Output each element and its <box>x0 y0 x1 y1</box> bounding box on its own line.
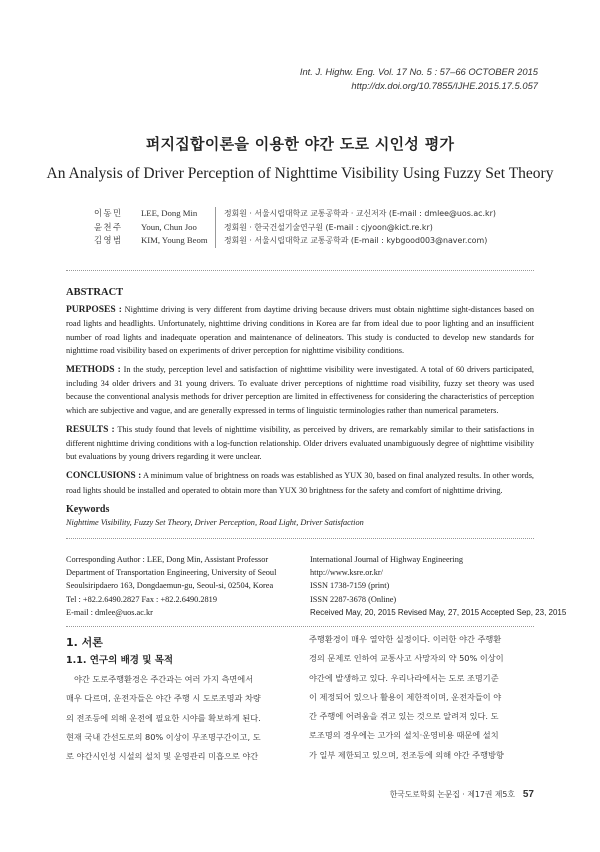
abstract-methods <box>66 363 534 417</box>
body-line: 야간 도로주행환경은 주간과는 여러 가지 측면에서 <box>74 674 254 684</box>
author-affiliation: 정회원 · 서울시립대학교 교통공학과 (E-mail : kybgood003@naver.com) <box>224 236 488 245</box>
author-name-english: KIM, Young Beom <box>141 234 216 248</box>
page-number: 57 <box>522 789 534 800</box>
keywords-heading: Keywords <box>66 503 110 515</box>
body-left-column <box>66 670 292 766</box>
journal-citation: Int. J. Highw. Eng. Vol. 17 No. 5 : 57–66 OCTOBER 2015 <box>299 66 538 77</box>
divider <box>66 270 534 271</box>
author-list <box>94 207 554 248</box>
journal-info-line: ISSN 1738-7159 (print) <box>310 581 390 591</box>
body-line: 간 주행에 어려움을 겪고 있는 것으로 알려져 있다. 도 <box>309 711 499 722</box>
author-name-korean: 이동민 <box>94 208 123 218</box>
results-label: RESULTS : <box>66 424 115 435</box>
paper-title-english: An Analysis of Driver Perception of Nighttime Visibility Using Fuzzy Set Theory <box>46 165 554 182</box>
corr-line: Tel : +82.2.6490.2827 Fax : +82.2.6490.2819 <box>66 594 217 604</box>
methods-text: In the study, perception level and satisfaction of nighttime visibility were investigated. A total of 60 drivers participated, including 34 older drivers and 31 young drivers. To evaluate driver perceptions of nighttime road visibility, fuzzy set theory was used because the conventional analysis methods for driver perception are limited in effectiveness for considering the characteristics of perception which are subjective and vague, and are generally expressed in terms of linguistic terminologies rather than numerical parameters. <box>66 365 534 415</box>
results-text: This study found that levels of nighttime visibility, as perceived by drivers, are remarkably similar to their satisfactions in different nighttime driving conditions with a log-function relationship. Older drivers evaluated unambiguously degree of nighttime visibility but evaluations by young drivers regarding it were unclear. <box>66 424 534 462</box>
author-affiliation: 정회원 · 서울시립대학교 교통공학과 · 교신저자 (E-mail : dmlee@uos.ac.kr) <box>224 209 496 218</box>
conclusions-label: CONCLUSIONS : <box>66 471 142 482</box>
body-line: 현재 국내 간선도로의 80% 이상이 무조명구간이고, 도 <box>66 731 261 742</box>
body-line: 의 전조등에 의해 운전에 필요한 시야를 확보하게 된다. <box>66 712 261 723</box>
conclusions-text: A minimum value of brightness on roads was established as YUX 30, based on final analyzed results. In other words, road lights should be installed and operated to obtain more than YUX 30 brightness for the safety and comfort of nighttime driving. <box>66 471 534 495</box>
body-line: 가 일부 제한되고 있으며, 전조등에 의해 야간 주행방향 <box>309 749 504 760</box>
abstract-purposes <box>66 303 534 357</box>
page-footer <box>390 789 534 800</box>
body-line: 주행환경이 매우 열악한 실정이다. 이러한 야간 주행환 <box>309 634 502 644</box>
body-right-column <box>309 630 535 765</box>
body-line: 매우 다르며, 운전자들은 야간 주행 시 도로조명과 차량 <box>66 693 261 704</box>
author-affiliation: 정회원 · 한국건설기술연구원 (E-mail : cjyoon@kict.re.kr) <box>224 222 433 232</box>
journal-info-line[interactable]: http://www.ksre.or.kr/ <box>310 568 383 578</box>
purposes-label: PURPOSES : <box>66 305 122 316</box>
received-dates: Received May, 20, 2015 Revised May, 27, 2015 Accepted Sep, 23, 2015 <box>310 607 567 617</box>
author-row <box>94 221 554 235</box>
section-heading: 1. 서론 <box>66 636 103 649</box>
journal-info-line: International Journal of Highway Engineering <box>310 555 463 564</box>
methods-label: METHODS : <box>66 365 121 376</box>
corr-line: Seoulsiripdaero 163, Dongdaemun-gu, Seoul-si, 02504, Korea <box>66 581 274 591</box>
divider <box>66 538 534 539</box>
keywords-list: Nighttime Visibility, Fuzzy Set Theory, Driver Perception, Road Light, Driver Satisfaction <box>66 518 364 528</box>
author-name-english: Youn, Chun Joo <box>141 221 216 235</box>
abstract-conclusions <box>66 469 534 496</box>
divider <box>66 626 534 627</box>
author-row <box>94 234 554 248</box>
corr-line: Corresponding Author : LEE, Dong Min, Assistant Professor <box>66 555 269 564</box>
corr-line: E-mail : dmlee@uos.ac.kr <box>66 607 153 617</box>
corresponding-author-block <box>66 553 306 619</box>
subsection-heading: 1.1. 연구의 배경 및 목적 <box>66 655 174 666</box>
abstract-results <box>66 423 534 464</box>
corr-line: Department of Transportation Engineering, University of Seoul <box>66 568 277 578</box>
purposes-text: Nighttime driving is very different from daytime driving because drivers must obtain nighttime sight-distances based on road lights and headlights. Unfortunately, nighttime driving conditions in Korea are far from ideal due to poor lighting and an insufficient number of road lights and inadequate operation and maintenance of delineators. This study is conducted to develop new standards for nighttime road visibility based on experiments of driver perception for nighttime visibility conditions. <box>66 305 534 355</box>
journal-info-line: ISSN 2287-3678 (Online) <box>310 594 397 604</box>
body-line: 야간에 발생하고 있다. 우리나라에서는 도로 조명기준 <box>309 672 499 683</box>
abstract-heading: ABSTRACT <box>66 287 124 298</box>
body-line: 경의 문제로 인하여 교통사고 사망자의 약 50% 이상이 <box>309 653 504 664</box>
abstract-section <box>66 286 534 529</box>
doi-link[interactable]: http://dx.doi.org/10.7855/IJHE.2015.17.5.057 <box>351 80 538 91</box>
body-line: 로조명의 경우에는 고가의 설치·운영비용 때문에 설치 <box>309 730 499 741</box>
footer-journal: 한국도로학회 논문집 · 제17권 제5호 <box>389 790 515 799</box>
author-name-english: LEE, Dong Min <box>141 207 216 221</box>
paper-title-korean: 퍼지집합이론을 이용한 야간 도로 시인성 평가 <box>145 135 455 153</box>
body-line: 이 제정되어 있으나 활용이 제한적이며, 운전자들이 야 <box>309 691 502 702</box>
body-line: 로 야간시인성 시설의 설치 및 운영관리 미흡으로 야간 <box>66 751 259 762</box>
author-name-korean: 김영범 <box>94 235 123 245</box>
author-row <box>94 207 554 221</box>
author-name-korean: 윤천주 <box>94 221 123 232</box>
journal-info-block <box>310 553 567 619</box>
